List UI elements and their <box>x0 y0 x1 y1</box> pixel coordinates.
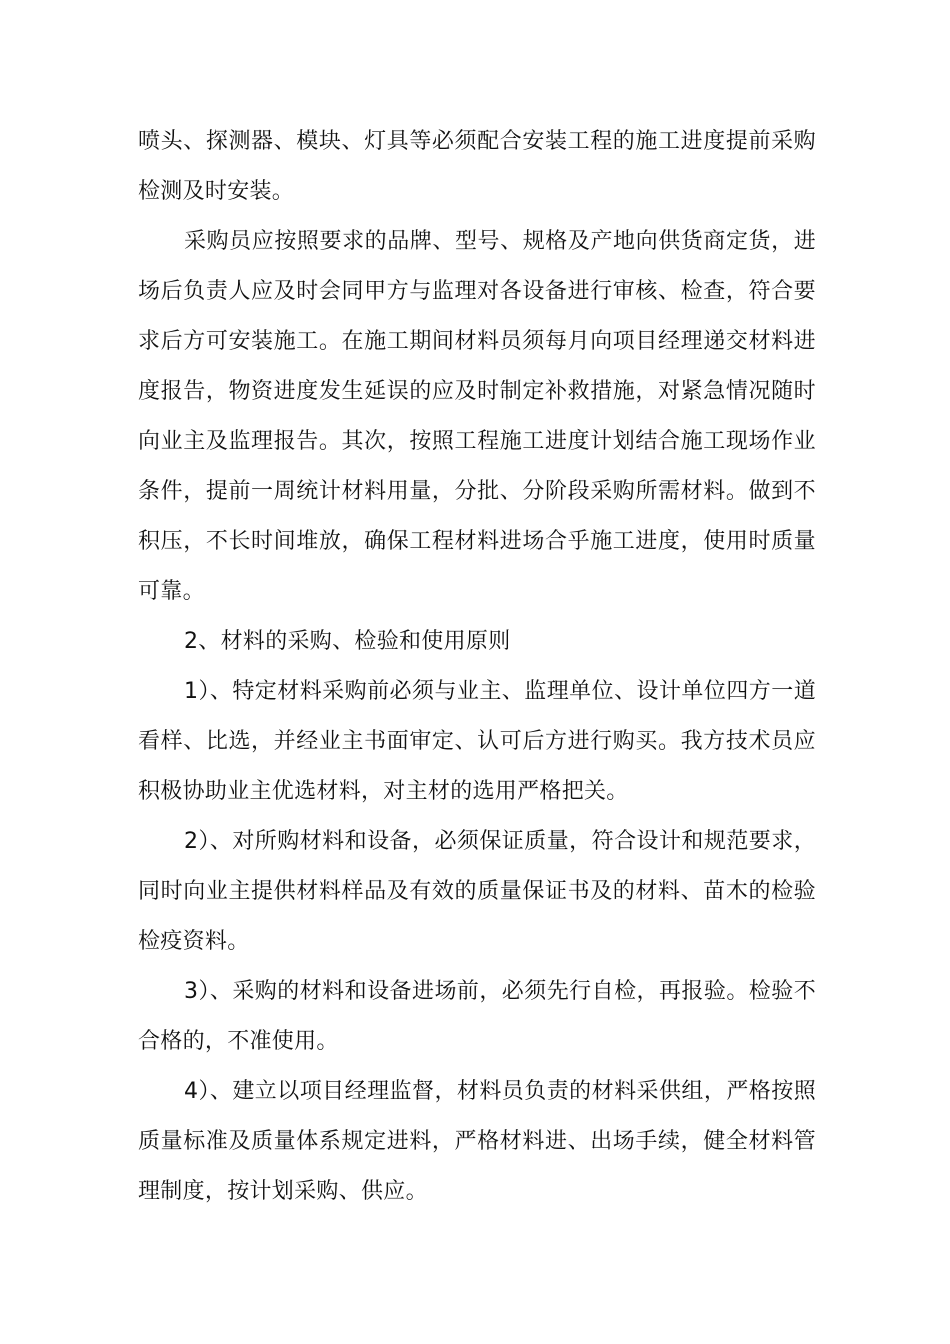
section-heading-principles: 2、材料的采购、检验和使用原则 <box>184 629 511 654</box>
principle-item-2: 2）、对所购材料和设备，必须保证质量，符合设计和规范要求，同时向业主提供材料样品及有效的质量保证书及的材料、苗木的检验检疫资料。 <box>138 829 816 954</box>
principle-item-4: 4）、建立以项目经理监督，材料员负责的材料采供组，严格按照质量标准及质量体系规定进料，严格材料进、出场手续，健全材料管理制度，按计划采购、供应。 <box>138 1079 816 1204</box>
paragraph-continuation: 喷头、探测器、模块、灯具等必须配合安装工程的施工进度提前采购检测及时安装。 <box>138 129 816 204</box>
principle-item-1: 1）、特定材料采购前必须与业主、监理单位、设计单位四方一道看样、比选，并经业主书面审定、认可后方进行购买。我方技术员应积极协助业主优选材料，对主材的选用严格把关。 <box>138 679 816 804</box>
document-body <box>138 117 816 1217</box>
paragraph-procurement-process: 采购员应按照要求的品牌、型号、规格及产地向供货商定货，进场后负责人应及时会同甲方与监理对各设备进行审核、检查，符合要求后方可安装施工。在施工期间材料员须每月向项目经理递交材料进度报告，物资进度发生延误的应及时制定补救措施，对紧急情况随时向业主及监理报告。其次，按照工程施工进度计划结合施工现场作业条件，提前一周统计材料用量，分批、分阶段采购所需材料。做到不积压，不长时间堆放，确保工程材料进场合乎施工进度，使用时质量可靠。 <box>138 229 816 604</box>
principle-item-3: 3）、采购的材料和设备进场前，必须先行自检，再报验。检验不合格的，不准使用。 <box>138 979 816 1054</box>
